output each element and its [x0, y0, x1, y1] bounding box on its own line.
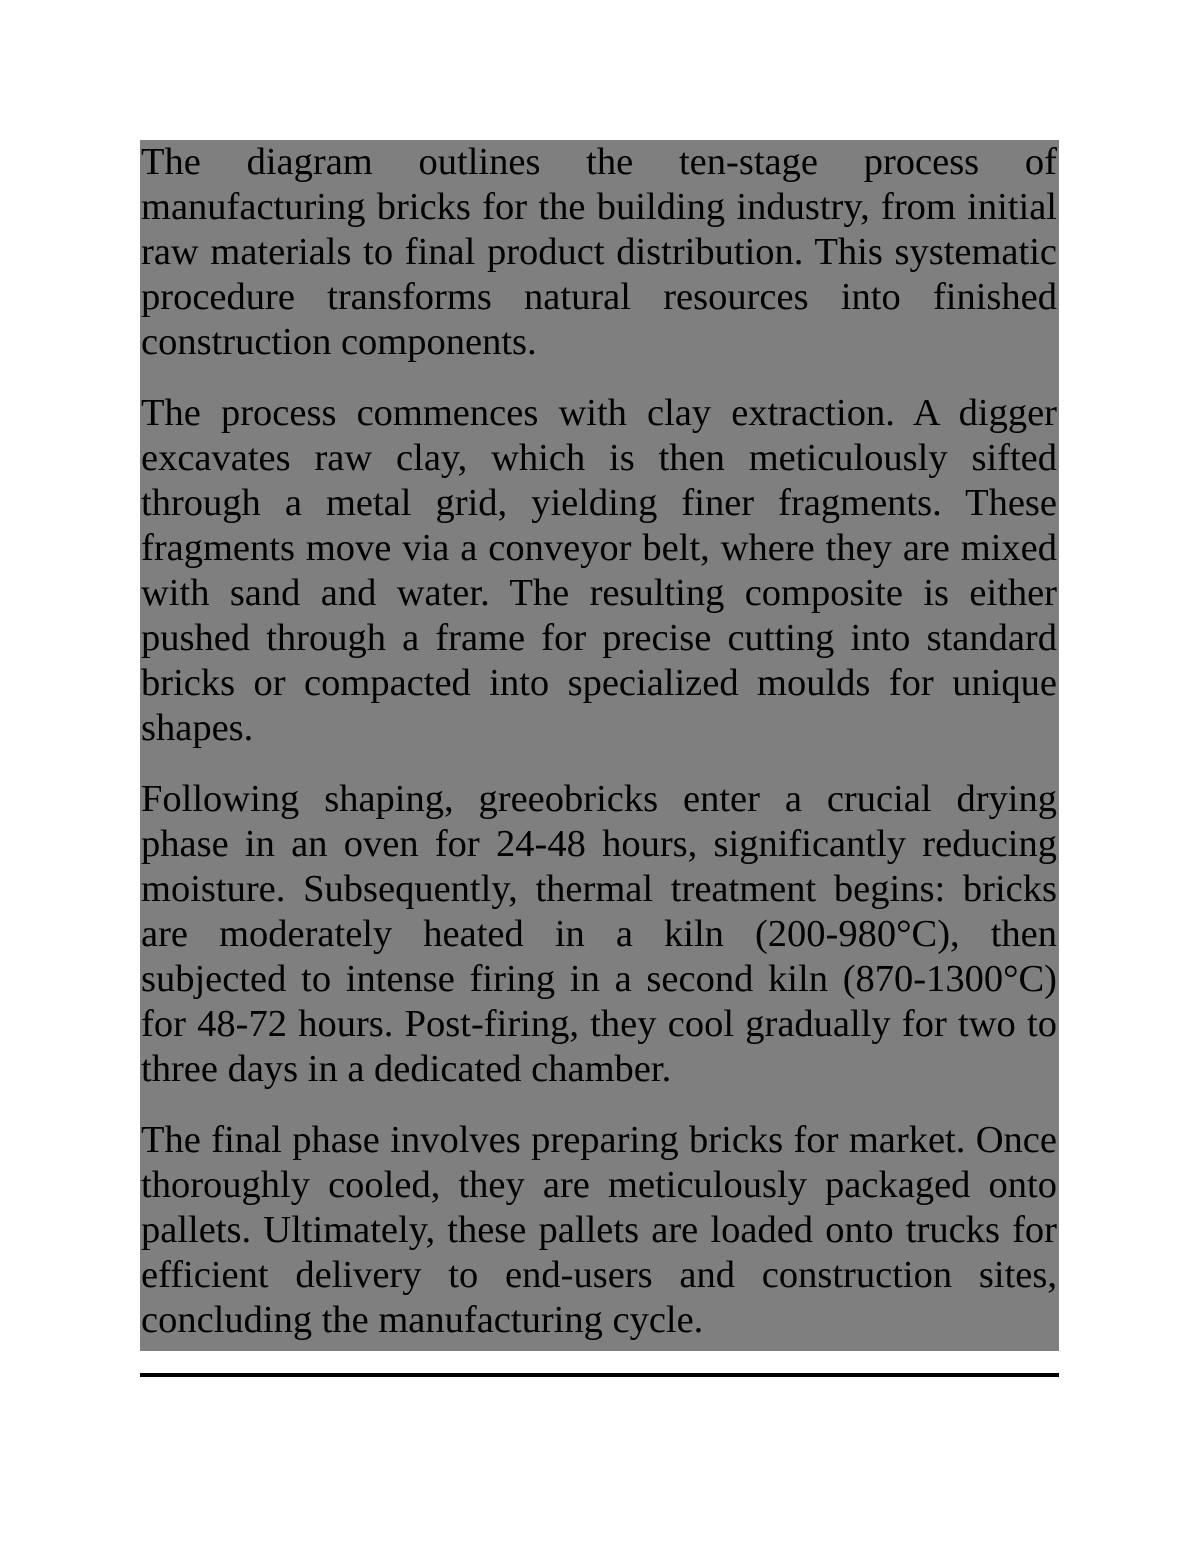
paragraph-final-phase: The final phase involves preparing bricks for market. Once thoroughly cooled, they are meticulously packaged onto pallets. Ultimately, these pallets are loaded onto trucks for efficient delivery to end-users and construction sites, concluding the manufacturing cycle.: [141, 1119, 1057, 1341]
paragraph-intro: The diagram outlines the ten-stage process of manufacturing bricks for the building industry, from initial raw materials to final product distribution. This systematic procedure transforms natural resources into finished construction components.: [141, 141, 1057, 363]
bottom-divider-rule: [140, 1373, 1059, 1377]
paragraph-drying-firing: Following shaping, greeobricks enter a crucial drying phase in an oven for 24-48 hours, significantly reducing moisture. Subsequently, thermal treatment begins: bricks are moderately heated in a kiln (200-980°C), then subjected to intense firing in a second kiln (870-1300°C) for 48-72 hours. Post-firing, they cool gradually for two to three days in a dedicated chamber.: [141, 778, 1057, 1090]
text-block: [140, 140, 1059, 1351]
paragraph-extraction: The process commences with clay extraction. A digger excavates raw clay, which is then meticulously sifted through a metal grid, yielding finer fragments. These fragments move via a conveyor belt, where they are mixed with sand and water. The resulting composite is either pushed through a frame for precise cutting into standard bricks or compacted into specialized moulds for unique shapes.: [141, 392, 1057, 749]
